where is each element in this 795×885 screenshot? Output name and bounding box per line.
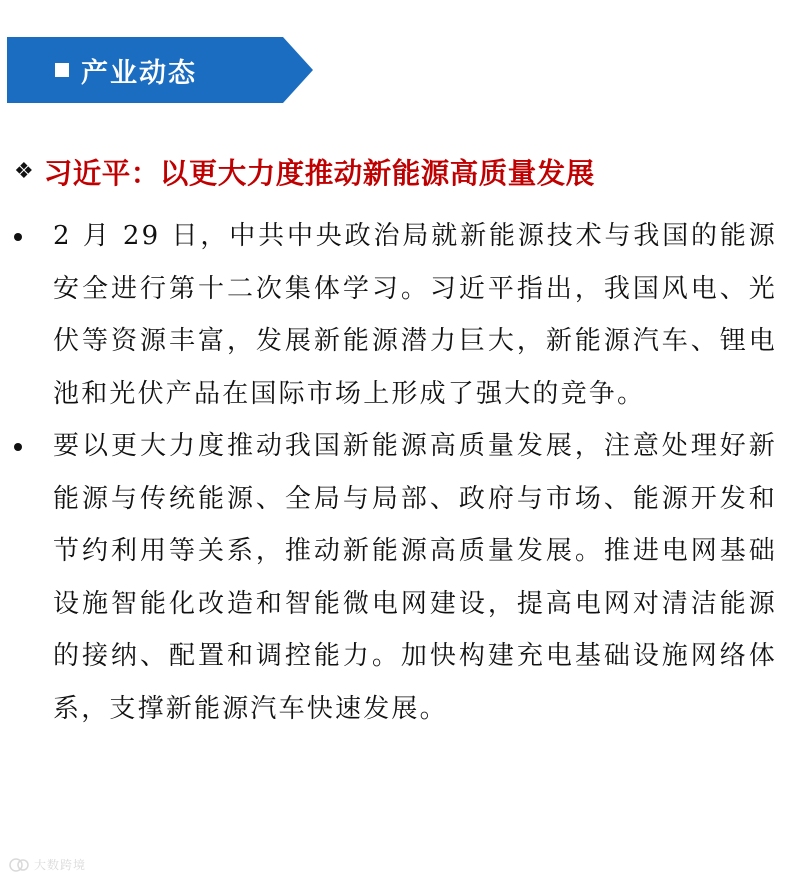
section-banner bbox=[7, 37, 313, 103]
headline bbox=[14, 151, 789, 192]
bullet-text: 2 月 29 日，中共中央政治局就新能源技术与我国的能源安全进行第十二次集体学习。习近平指出，我国风电、光伏等资源丰富，发展新能源潜力巨大，新能源汽车、锂电池和光伏产品在国际市场上形成了强大的竞争。 bbox=[53, 221, 777, 409]
bullet-list bbox=[0, 210, 795, 735]
bullet-dot-icon bbox=[14, 233, 22, 241]
headline-text: 习近平：以更大力度推动新能源高质量发展 bbox=[43, 157, 595, 190]
section-title: 产业动态 bbox=[81, 57, 197, 89]
watermark bbox=[8, 856, 86, 873]
bullet-item bbox=[0, 420, 795, 735]
bullet-item bbox=[0, 210, 795, 420]
square-bullet-icon bbox=[55, 63, 69, 77]
diamond-cluster-icon: ❖ bbox=[14, 158, 34, 184]
bullet-dot-icon bbox=[14, 443, 22, 451]
bullet-text: 要以更大力度推动我国新能源高质量发展，注意处理好新能源与传统能源、全局与局部、政府与市场、能源开发和节约利用等关系，推动新能源高质量发展。推进电网基础设施智能化改造和智能微电网建设，提高电网对清洁能源的接纳、配置和调控能力。加快构建充电基础设施网络体系，支撑新能源汽车快速发展。 bbox=[53, 431, 777, 724]
watermark-logo-icon bbox=[8, 857, 30, 873]
watermark-text: 大数跨境 bbox=[34, 858, 87, 872]
